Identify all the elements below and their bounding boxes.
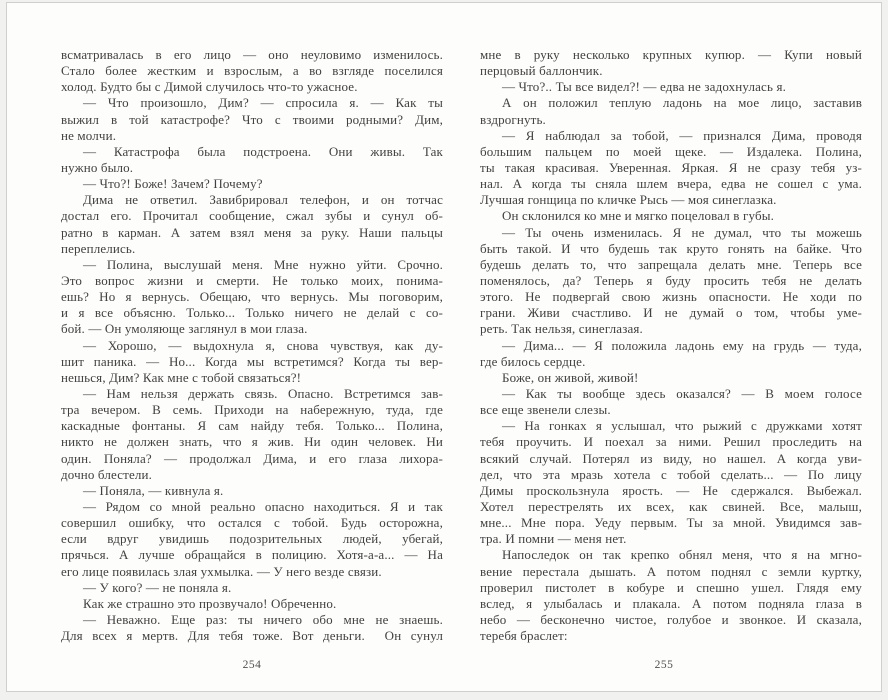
book-spread-sheet (6, 2, 882, 692)
text-line: всматривалась в его лицо — оно неуловимо изменилось. (61, 47, 443, 62)
text-line: достал его. Прочитал сообщение, сжал зубы и сунул об- (61, 208, 443, 224)
text-line: Боже, он живой, живой! (502, 369, 639, 385)
text-line: — Что произошло, Дим? — спросила я. — Как ты (83, 95, 443, 111)
text-line: выжил в той катастрофе? Что с твоими родными? Дим, (61, 111, 443, 127)
text-line: быть такой. И что будешь так круто гонять на байке. Что (480, 240, 862, 256)
text-line: его лице появилась злая ухмылка. — У него везде связи. (61, 563, 382, 579)
text-line: поменялось, да? Теперь я буду просить тебя не делать (480, 272, 862, 288)
text-line: мне... Мне пора. Уеду первым. Ты за мной. Увидимся зав- (480, 515, 862, 531)
text-line: Лучшая гонщица по кличке Рысь — моя синеглазка. (480, 192, 777, 208)
text-line: вение перестала дышать. А потом поднял с земли куртку, (480, 563, 862, 579)
text-line: где билось сердце. (480, 353, 586, 369)
text-line: — Что?.. Ты все видел?! — едва не задохнулась я. (502, 79, 786, 95)
text-line: все еще звенели слезы. (480, 402, 611, 418)
text-line: грани. Живи счастливо. И не думай о том, чтобы уме- (480, 305, 862, 321)
text-line: — Как ты вообще здесь оказался? — В моем голосе (502, 385, 862, 401)
text-line: — Рядом со мной реально опасно находиться. Я и так (83, 498, 443, 514)
text-line: всякий случай. Потерял из виду, но нашел. А когда уви- (480, 450, 862, 466)
text-line: Дима не ответил. Завибрировал телефон, и он тотчас (83, 192, 443, 208)
text-line: холод. Будто бы с Димой случилось что-то ужасное. (61, 79, 358, 95)
text-line: Димы проскользнула ярость. — Не сдержался. Выбежал. (480, 482, 862, 498)
text-line: А он положил теплую ладонь на мое лицо, заставив (502, 95, 862, 111)
text-line: тра вечером. В семь. Приходи на набережную, туда, где (61, 402, 443, 418)
text-line: нужно было. (61, 159, 134, 175)
text-line: — У кого? — не поняла я. (83, 579, 232, 595)
page-left-text-column (61, 47, 443, 644)
text-line: — Полина, выслушай меня. Мне нужно уйти. Срочно. (83, 256, 443, 272)
page-number-right: 255 (654, 659, 674, 671)
text-line: этого. Не подвергай свою жизнь опасности. Не ходи по (480, 289, 862, 305)
text-line: никто не должен знать, что я жив. Ни один человек. Ни (61, 434, 443, 450)
text-line: Как же страшно это прозвучало! Обреченно. (83, 595, 337, 611)
text-line: нал. А когда ты сняла шлем вчера, едва не сошел с ума. (480, 176, 862, 192)
text-line: мне в руку несколько крупных купюр. — Купи новый (480, 47, 862, 62)
text-line: Стало более жестким и взрослым, а во взгляде поселился (61, 63, 443, 79)
text-line: каскадные фонтаны. Я сам найду тебя. Только... Полина, (61, 418, 443, 434)
text-line: теребя браслет: (480, 628, 568, 644)
text-line: дел, что эта мразь хотела с тобой сделать... — По лицу (480, 466, 862, 482)
text-line: — Неважно. Еще раз: ты ничего обо мне не знаешь. (83, 611, 443, 627)
text-line: ратно в карман. А затем взял меня за руку. Наши пальцы (61, 224, 443, 240)
text-line: Напоследок он так крепко обнял меня, что я на мгно- (502, 547, 862, 563)
text-line: будешь делать то, что запрещала делать мне. Теперь все (480, 256, 862, 272)
text-line: большим пальцем по моей щеке. — Издалека. Полина, (480, 143, 862, 159)
text-line: — На гонках я услышал, что рыжий с дружками хотят (502, 418, 862, 434)
page-number-left: 254 (242, 659, 262, 671)
text-line: ешь? Но я вернусь. Обещаю, что вернусь. Мы поговорим, (61, 289, 443, 305)
text-line: — Что?! Боже! Зачем? Почему? (83, 176, 263, 192)
text-line: проверил пистолет в кобуре и спешно ушел. Глядя ему (480, 579, 862, 595)
text-line: тра. И помни — меня нет. (480, 531, 627, 547)
text-line: прячься. А лучше обращайся в полицию. Хотя-а-а... — На (61, 547, 443, 563)
text-line: вслед, я улыбалась и плакала. А потом подняла глаза в (480, 595, 862, 611)
text-line: тебя проучить. И поехал за ними. Решил проследить на (480, 434, 862, 450)
text-line: Это вопрос жизни и смерти. Не только моих, понима- (61, 272, 443, 288)
text-line: — Нам нельзя держать связь. Опасно. Встретимся зав- (83, 385, 443, 401)
text-line: вздрогнуть. (480, 111, 546, 127)
text-line: — Катастрофа была подстроена. Они живы. Так (83, 143, 443, 159)
text-line: если вдруг увидишь подозрительных людей, убегай, (61, 531, 443, 547)
text-line: ты такая красивая. Уверенная. Яркая. Я не сразу тебя уз- (480, 159, 862, 175)
text-line: Он склонился ко мне и мягко поцеловал в губы. (502, 208, 774, 224)
text-line: перцовый баллончик. (480, 63, 603, 79)
text-line: — Я наблюдал за тобой, — признался Дима, проводя (502, 127, 862, 143)
text-line: совершил ошибку, что остался с тобой. Будь осторожна, (61, 515, 443, 531)
text-line: — Дима... — Я положила ладонь ему на грудь — туда, (502, 337, 862, 353)
text-line: Хотел перестрелять их всех, как свиней. Все, малыш, (480, 498, 862, 514)
text-line: бой. — Он умоляюще заглянул в мои глаза. (61, 321, 308, 337)
text-line: — Поняла, — кивнула я. (83, 482, 224, 498)
text-line: переплелись. (61, 240, 136, 256)
text-line: небо — бесконечно чистое, голубое и звонкое. И сказала, (480, 611, 862, 627)
text-line: и я все объясню. Только... Только ничего не делай с со- (61, 305, 443, 321)
text-line: — Хорошо, — выдохнула я, снова чувствуя, как ду- (83, 337, 443, 353)
text-line: один. Поняла? — продолжал Дима, и его глаза лихора- (61, 450, 443, 466)
text-line: шит паника. — Но... Когда мы встретимся? Когда ты вер- (61, 353, 443, 369)
text-line: дочно блестели. (61, 466, 153, 482)
text-line: не молчи. (61, 127, 117, 143)
text-line: Для всех я мертв. Для тебя тоже. Вот деньги. Он сунул (61, 628, 443, 644)
page-right-text-column (480, 47, 862, 644)
text-line: нешься, Дим? Как мне с тобой связаться?! (61, 369, 302, 385)
text-line: — Ты очень изменилась. Я не думал, что ты можешь (502, 224, 862, 240)
text-line: реть. Так нельзя, синеглазая. (480, 321, 643, 337)
